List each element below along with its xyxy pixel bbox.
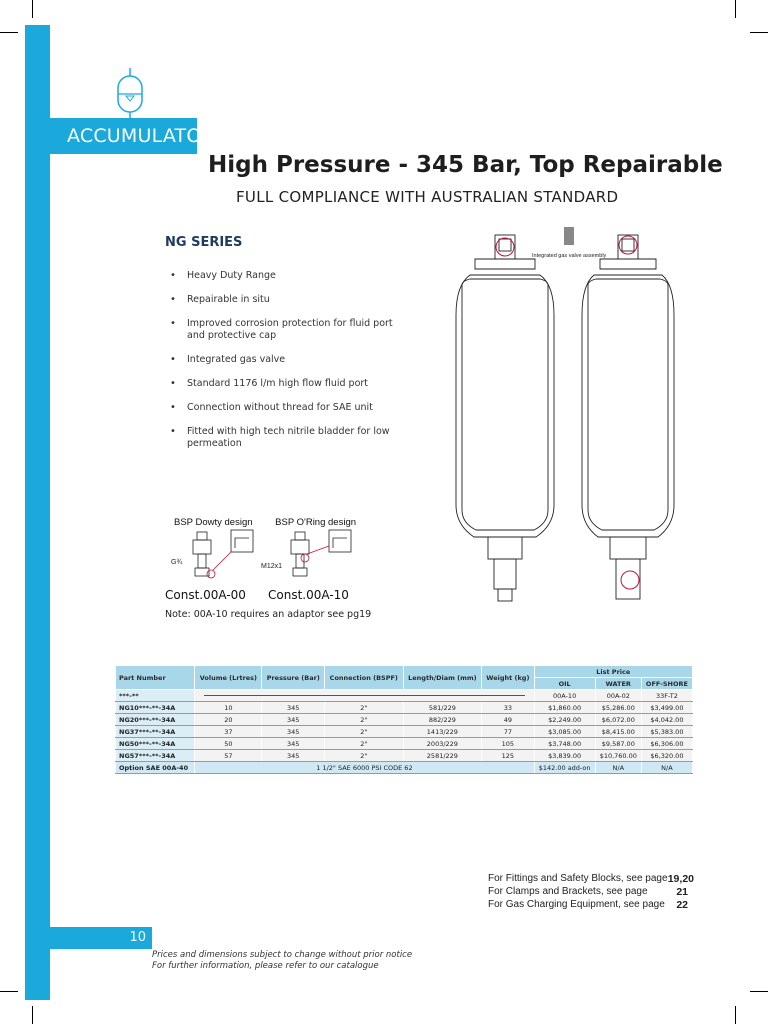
crop-mark [735, 0, 736, 18]
footer-line: For further information, please refer to our catalogue [152, 961, 379, 971]
table-row [116, 726, 693, 738]
feature-list [165, 270, 405, 462]
reference-item [488, 899, 694, 912]
feature-item [165, 354, 405, 366]
table-cell: 2" [325, 738, 403, 750]
table-cell: $2,249.00 [534, 714, 595, 726]
table-cell: NG10***-**-34A [116, 702, 195, 714]
crop-mark [32, 0, 33, 18]
feature-item [165, 402, 405, 414]
table-cell: 345 [262, 702, 325, 714]
bullet: • [170, 318, 176, 329]
table-cell: 50 [195, 738, 262, 750]
adaptor-note: Note: 00A-10 requires an adaptor see pg19 [165, 609, 372, 620]
reference-item [488, 873, 694, 886]
page-number: 10 [25, 927, 152, 949]
table-cell: 125 [482, 750, 534, 762]
table-row-option [116, 762, 693, 774]
table-cell: 2" [325, 726, 403, 738]
accumulator-icon [116, 68, 144, 122]
table-cell: $5,383.00 [641, 726, 692, 738]
header-offshore: OFF-SHORE [641, 678, 692, 690]
feature-item [165, 270, 405, 282]
feature-text: Improved corrosion protection for fluid port and protective cap [187, 318, 393, 341]
table-cell: NG50***-**-34A [116, 738, 195, 750]
table-row [116, 702, 693, 714]
page-title: High Pressure - 345 Bar, Top Repairable [208, 152, 723, 178]
table-cell: 00A-02 [595, 690, 641, 702]
page-subtitle: FULL COMPLIANCE WITH AUSTRALIAN STANDARD [236, 188, 619, 206]
table-cell: $142.00 add-on [534, 762, 595, 774]
table-cell: 77 [482, 726, 534, 738]
reference-item [488, 886, 694, 899]
table-row [116, 738, 693, 750]
reference-text: For Fittings and Safety Blocks, see page [488, 873, 668, 884]
table-cell: NG20***-**-34A [116, 714, 195, 726]
feature-text: Connection without thread for SAE unit [187, 402, 373, 413]
table-cell: $6,072.00 [595, 714, 641, 726]
gas-valve-label: Integrated gas valve assembly [532, 253, 607, 259]
table-cell: $5,286.00 [595, 702, 641, 714]
table-cell: 2581/229 [403, 750, 482, 762]
table-row [116, 750, 693, 762]
fitting-designs-drawing [165, 528, 385, 588]
reference-text: For Gas Charging Equipment, see page [488, 899, 665, 910]
series-heading: NG SERIES [165, 235, 243, 250]
table-cell: $9,587.00 [595, 738, 641, 750]
header-list-price: List Price [534, 666, 693, 678]
table-cell: N/A [641, 762, 692, 774]
header-water: WATER [595, 678, 641, 690]
header-connection: Connection (BSPF) [325, 666, 403, 690]
crop-mark [735, 1006, 736, 1024]
bsp-dowty-label: BSP Dowty design [174, 517, 253, 528]
table-cell: N/A [595, 762, 641, 774]
table-header-row [116, 666, 693, 678]
table-cell: $6,320.00 [641, 750, 692, 762]
bsp-oring-label: BSP O'Ring design [275, 517, 357, 528]
header-oil: OIL [534, 678, 595, 690]
crop-mark [0, 991, 18, 992]
table-cell: 2003/229 [403, 738, 482, 750]
footer-line: Prices and dimensions subject to change without prior notice [152, 950, 413, 960]
table-cell: 345 [262, 726, 325, 738]
table-cell: $3,839.00 [534, 750, 595, 762]
table-cell: 882/229 [403, 714, 482, 726]
table-cell: 00A-10 [534, 690, 595, 702]
accumulator-cross-section-drawing [440, 225, 685, 620]
table-cell: $3,499.00 [641, 702, 692, 714]
bullet: • [170, 402, 176, 413]
table-cell: $6,306.00 [641, 738, 692, 750]
price-table [115, 665, 693, 774]
header-volume: Volume (Lrtres) [195, 666, 262, 690]
table-cell: 105 [482, 738, 534, 750]
feature-item [165, 318, 405, 342]
feature-item [165, 378, 405, 390]
const-00a-10: Const.00A-10 [268, 588, 349, 602]
accent-sidebar [25, 25, 50, 1000]
reference-page: 19,20 [667, 873, 694, 885]
table-cell: 10 [195, 702, 262, 714]
table-cell: Option SAE 00A-40 [116, 762, 195, 774]
crop-mark [32, 1006, 33, 1024]
design-labels [174, 517, 376, 528]
section-tab: ACCUMULATOR [25, 118, 197, 154]
table-cell: 345 [262, 714, 325, 726]
table-cell: 49 [482, 714, 534, 726]
feature-item [165, 426, 405, 450]
table-cell: 1413/229 [403, 726, 482, 738]
feature-text: Integrated gas valve [187, 354, 286, 365]
thread-label-right: M12x1 [261, 563, 283, 570]
thread-label-left: G¾ [171, 559, 183, 566]
table-cell [195, 690, 534, 702]
table-cell: $3,085.00 [534, 726, 595, 738]
table-cell: $4,042.00 [641, 714, 692, 726]
table-cell: 2" [325, 702, 403, 714]
feature-text: Repairable in situ [187, 294, 270, 305]
code-row-rule [204, 695, 524, 696]
crop-mark [0, 32, 18, 33]
feature-text: Heavy Duty Range [187, 270, 276, 281]
reference-page: 22 [676, 899, 688, 911]
table-cell: 2" [325, 714, 403, 726]
table-cell: 1 1/2" SAE 6000 PSI CODE 62 [195, 762, 534, 774]
table-cell: 37 [195, 726, 262, 738]
table-row [116, 714, 693, 726]
table-cell: NG37***-**-34A [116, 726, 195, 738]
reference-text: For Clamps and Brackets, see page [488, 886, 648, 897]
header-part-number: Part Number [116, 666, 195, 690]
header-weight: Weight (kg) [482, 666, 534, 690]
feature-item [165, 294, 405, 306]
feature-text: Standard 1176 l/m high flow fluid port [187, 378, 369, 389]
bullet: • [170, 270, 176, 281]
header-length-diam: Length/Diam (mm) [403, 666, 482, 690]
reference-page: 21 [676, 886, 688, 898]
page-references [488, 873, 694, 912]
table-cell: $8,415.00 [595, 726, 641, 738]
bullet: • [170, 294, 176, 305]
bullet: • [170, 354, 176, 365]
table-cell: 33F-T2 [641, 690, 692, 702]
crop-mark [750, 32, 768, 33]
bullet: • [170, 378, 176, 389]
table-cell: 345 [262, 750, 325, 762]
footer-notes [152, 950, 412, 972]
table-cell: $1,860.00 [534, 702, 595, 714]
table-cell: 33 [482, 702, 534, 714]
table-cell: $10,760.00 [595, 750, 641, 762]
crop-mark [750, 991, 768, 992]
table-cell: 345 [262, 738, 325, 750]
table-row-code [116, 690, 693, 702]
table-cell: $3,748.00 [534, 738, 595, 750]
table-cell: ***-** [116, 690, 195, 702]
table-cell: 57 [195, 750, 262, 762]
table-cell: NG57***-**-34A [116, 750, 195, 762]
const-00a-00: Const.00A-00 [165, 588, 246, 602]
feature-text: Fitted with high tech nitrile bladder for low permeation [187, 426, 390, 449]
header-pressure: Pressure (Bar) [262, 666, 325, 690]
table-cell: 20 [195, 714, 262, 726]
table-cell: 581/229 [403, 702, 482, 714]
bullet: • [170, 426, 176, 437]
table-cell: 2" [325, 750, 403, 762]
